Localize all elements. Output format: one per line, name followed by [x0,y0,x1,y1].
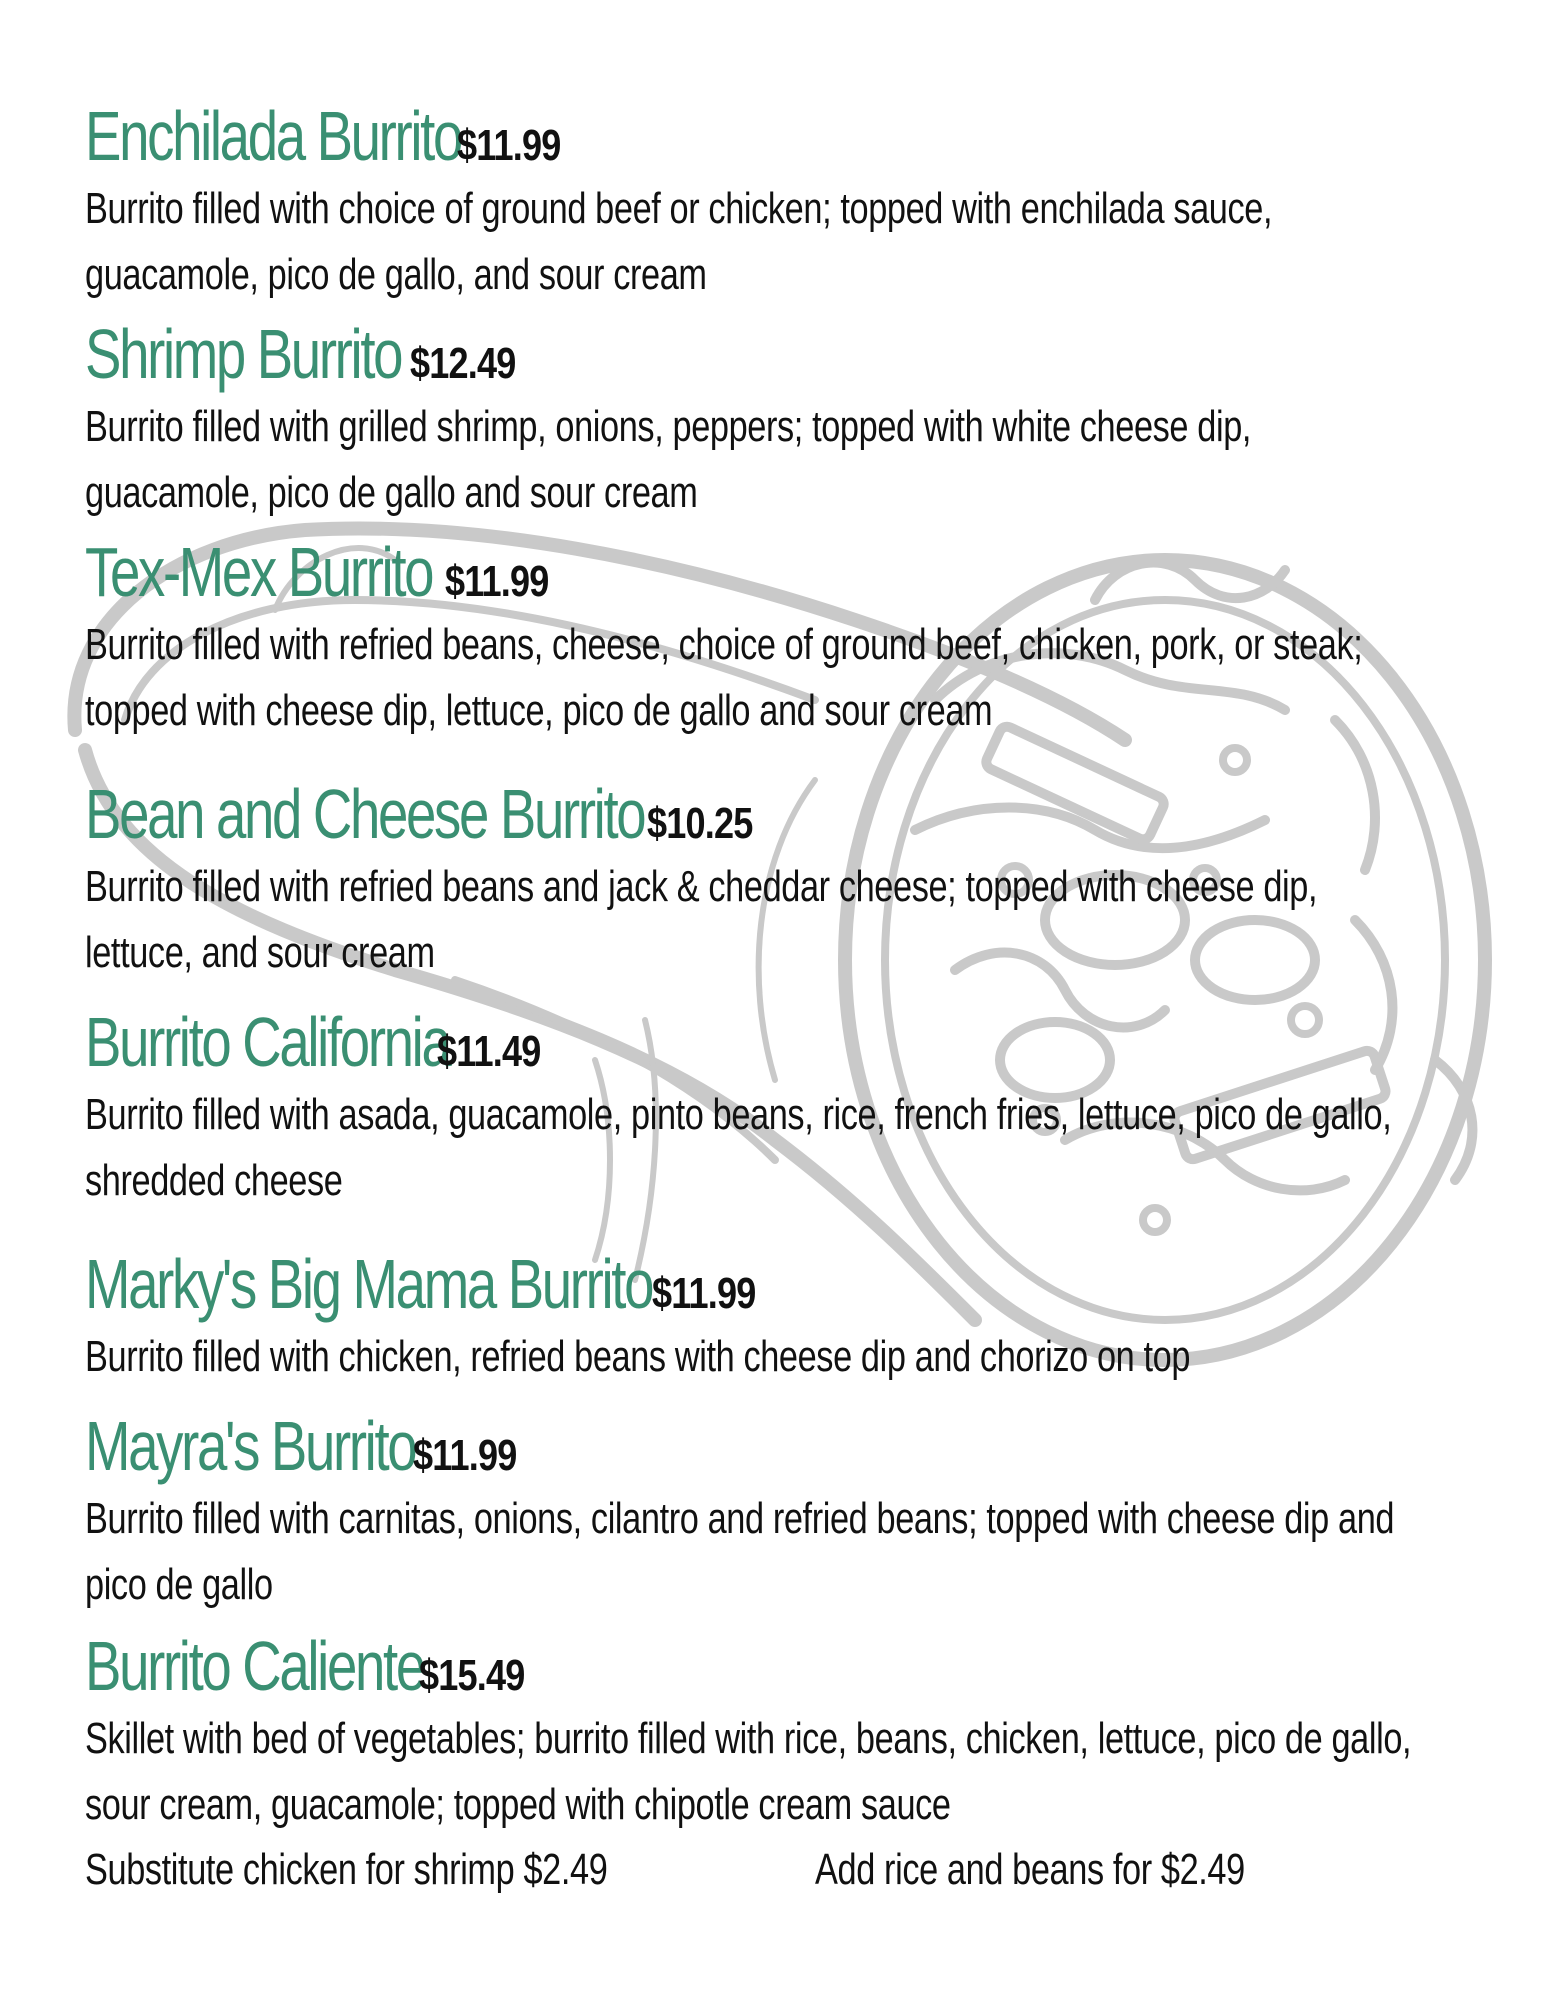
item-price: $11.99 [652,1269,756,1318]
menu-item-markys-big-mama-burrito [85,1245,1485,1390]
item-name: Burrito California [85,1003,450,1081]
item-price: $15.49 [419,1651,525,1700]
item-description: Burrito filled with carnitas, onions, cilantro and refried beans; topped with cheese dip and pico de gallo [85,1494,1395,1609]
item-description: Burrito filled with chicken, refried beans with cheese dip and chorizo on top [85,1332,1191,1381]
menu-item-enchilada-burrito [85,97,1485,308]
item-description: Burrito filled with refried beans and jack & cheddar cheese; topped with cheese dip, lettuce, and sour cream [85,862,1318,977]
menu-item-burrito-caliente [85,1627,1485,1838]
item-name: Enchilada Burrito [85,97,462,175]
item-name: Bean and Cheese Burrito [85,775,645,853]
menu-item-tex-mex-burrito [85,533,1485,744]
item-price: $11.99 [413,1431,517,1480]
item-price: $10.25 [647,799,753,848]
item-name: Marky's Big Mama Burrito [85,1245,653,1323]
item-description: Burrito filled with choice of ground beef or chicken; topped with enchilada sauce, guacamole, pico de gallo, and sour cream [85,184,1273,299]
menu-notes [85,1845,1525,1905]
item-name: Burrito Caliente [85,1627,424,1705]
item-name: Mayra's Burrito [85,1407,416,1485]
item-description: Burrito filled with grilled shrimp, onions, peppers; topped with white cheese dip, guacamole, pico de gallo and sour cream [85,402,1252,517]
menu-item-bean-and-cheese-burrito [85,775,1485,986]
menu-item-shrimp-burrito [85,315,1485,526]
item-price: $11.99 [445,557,549,606]
item-name: Tex-Mex Burrito [85,533,433,611]
add-rice-beans-note: Add rice and beans for $2.49 [815,1845,1245,1894]
item-description: Burrito filled with refried beans, cheese, choice of ground beef, chicken, pork, or steak; topped with cheese dip, lettuce, pico de gallo and sour cream [85,620,1363,735]
item-description: Skillet with bed of vegetables; burrito filled with rice, beans, chicken, lettuce, pico de gallo, sour cream, guacamole; topped with chipotle cream sauce [85,1714,1412,1829]
substitute-note: Substitute chicken for shrimp $2.49 [85,1845,608,1894]
item-name: Shrimp Burrito [85,315,402,393]
item-price: $12.49 [410,339,516,388]
menu-item-mayras-burrito [85,1407,1485,1618]
item-price: $11.49 [437,1027,541,1076]
menu-item-burrito-california [85,1003,1485,1214]
item-description: Burrito filled with asada, guacamole, pinto beans, rice, french fries, lettuce, pico de gallo, shredded cheese [85,1090,1392,1205]
item-price: $11.99 [457,121,561,170]
